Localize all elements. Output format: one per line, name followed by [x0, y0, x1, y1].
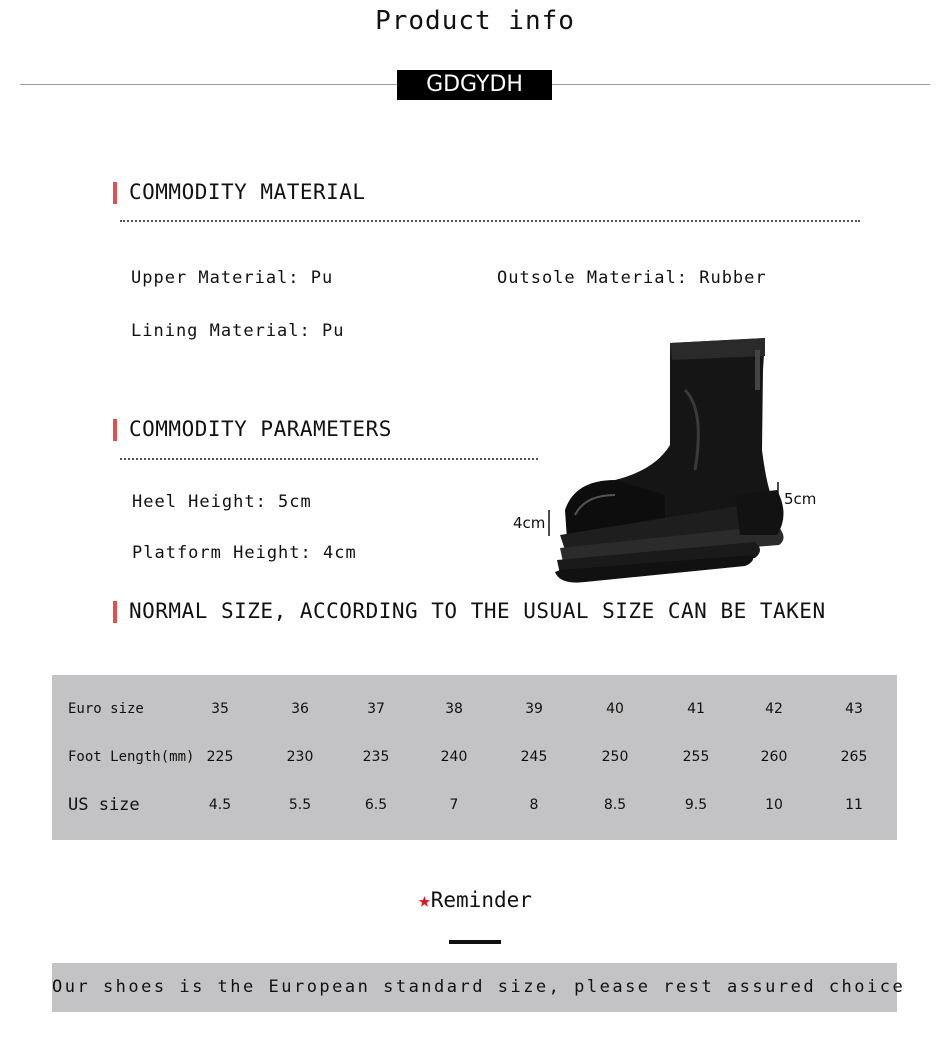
table-cell: 8.5 — [603, 797, 627, 813]
star-icon: ★ — [418, 888, 431, 912]
table-cell: 10 — [765, 797, 783, 813]
row-label: Euro size — [68, 701, 144, 717]
table-cell: 5.5 — [288, 797, 312, 813]
table-cell: 42 — [765, 701, 783, 717]
product-image — [505, 330, 825, 590]
parameters-heading: COMMODITY PARAMETERS — [129, 417, 392, 441]
table-cell: 35 — [211, 701, 229, 717]
table-cell: 225 — [206, 749, 234, 765]
reminder-heading — [0, 888, 950, 912]
table-cell: 240 — [440, 749, 468, 765]
table-cell: 39 — [525, 701, 543, 717]
boot-illustration — [505, 330, 825, 590]
table-cell: 11 — [845, 797, 863, 813]
table-cell: 43 — [845, 701, 863, 717]
table-cell: 4.5 — [208, 797, 232, 813]
table-cell: 235 — [362, 749, 390, 765]
upper-material: Upper Material: Pu — [131, 268, 334, 288]
reminder-label: Reminder — [430, 888, 532, 912]
table-row — [52, 701, 897, 731]
heel-dimension-label: 5cm — [784, 490, 817, 508]
lining-material: Lining Material: Pu — [131, 321, 345, 341]
table-cell: 38 — [445, 701, 463, 717]
dotted-divider — [120, 220, 860, 222]
table-cell: 7 — [449, 797, 459, 813]
table-cell: 40 — [606, 701, 624, 717]
dotted-divider — [120, 458, 538, 460]
size-notice: Our shoes is the European standard size, please rest assured choice — [52, 963, 897, 1012]
row-label: US size — [68, 795, 140, 815]
reminder-underline — [449, 940, 501, 944]
table-cell: 250 — [601, 749, 629, 765]
table-cell: 41 — [687, 701, 705, 717]
table-cell: 245 — [520, 749, 548, 765]
table-cell: 37 — [367, 701, 385, 717]
table-row — [52, 749, 897, 779]
table-row — [52, 797, 897, 827]
table-cell: 255 — [682, 749, 710, 765]
size-table — [52, 675, 897, 840]
section-marker — [113, 601, 117, 623]
section-marker — [113, 182, 117, 204]
outsole-material: Outsole Material: Rubber — [497, 268, 767, 288]
heel-height: Heel Height: 5cm — [132, 492, 312, 512]
table-cell: 6.5 — [364, 797, 388, 813]
table-cell: 8 — [529, 797, 539, 813]
brand-badge: GDGYDH — [397, 70, 552, 100]
table-cell: 265 — [840, 749, 868, 765]
material-heading: COMMODITY MATERIAL — [129, 180, 366, 204]
table-cell: 260 — [760, 749, 788, 765]
table-cell: 9.5 — [684, 797, 708, 813]
size-note-heading: NORMAL SIZE, ACCORDING TO THE USUAL SIZE CAN BE TAKEN — [129, 599, 826, 623]
platform-height: Platform Height: 4cm — [132, 543, 357, 563]
row-label: Foot Length(mm) — [68, 749, 195, 765]
table-cell: 36 — [291, 701, 309, 717]
table-cell: 230 — [286, 749, 314, 765]
section-marker — [113, 419, 117, 441]
platform-dimension-label: 4cm — [513, 514, 546, 532]
page-title: Product info — [375, 6, 575, 36]
